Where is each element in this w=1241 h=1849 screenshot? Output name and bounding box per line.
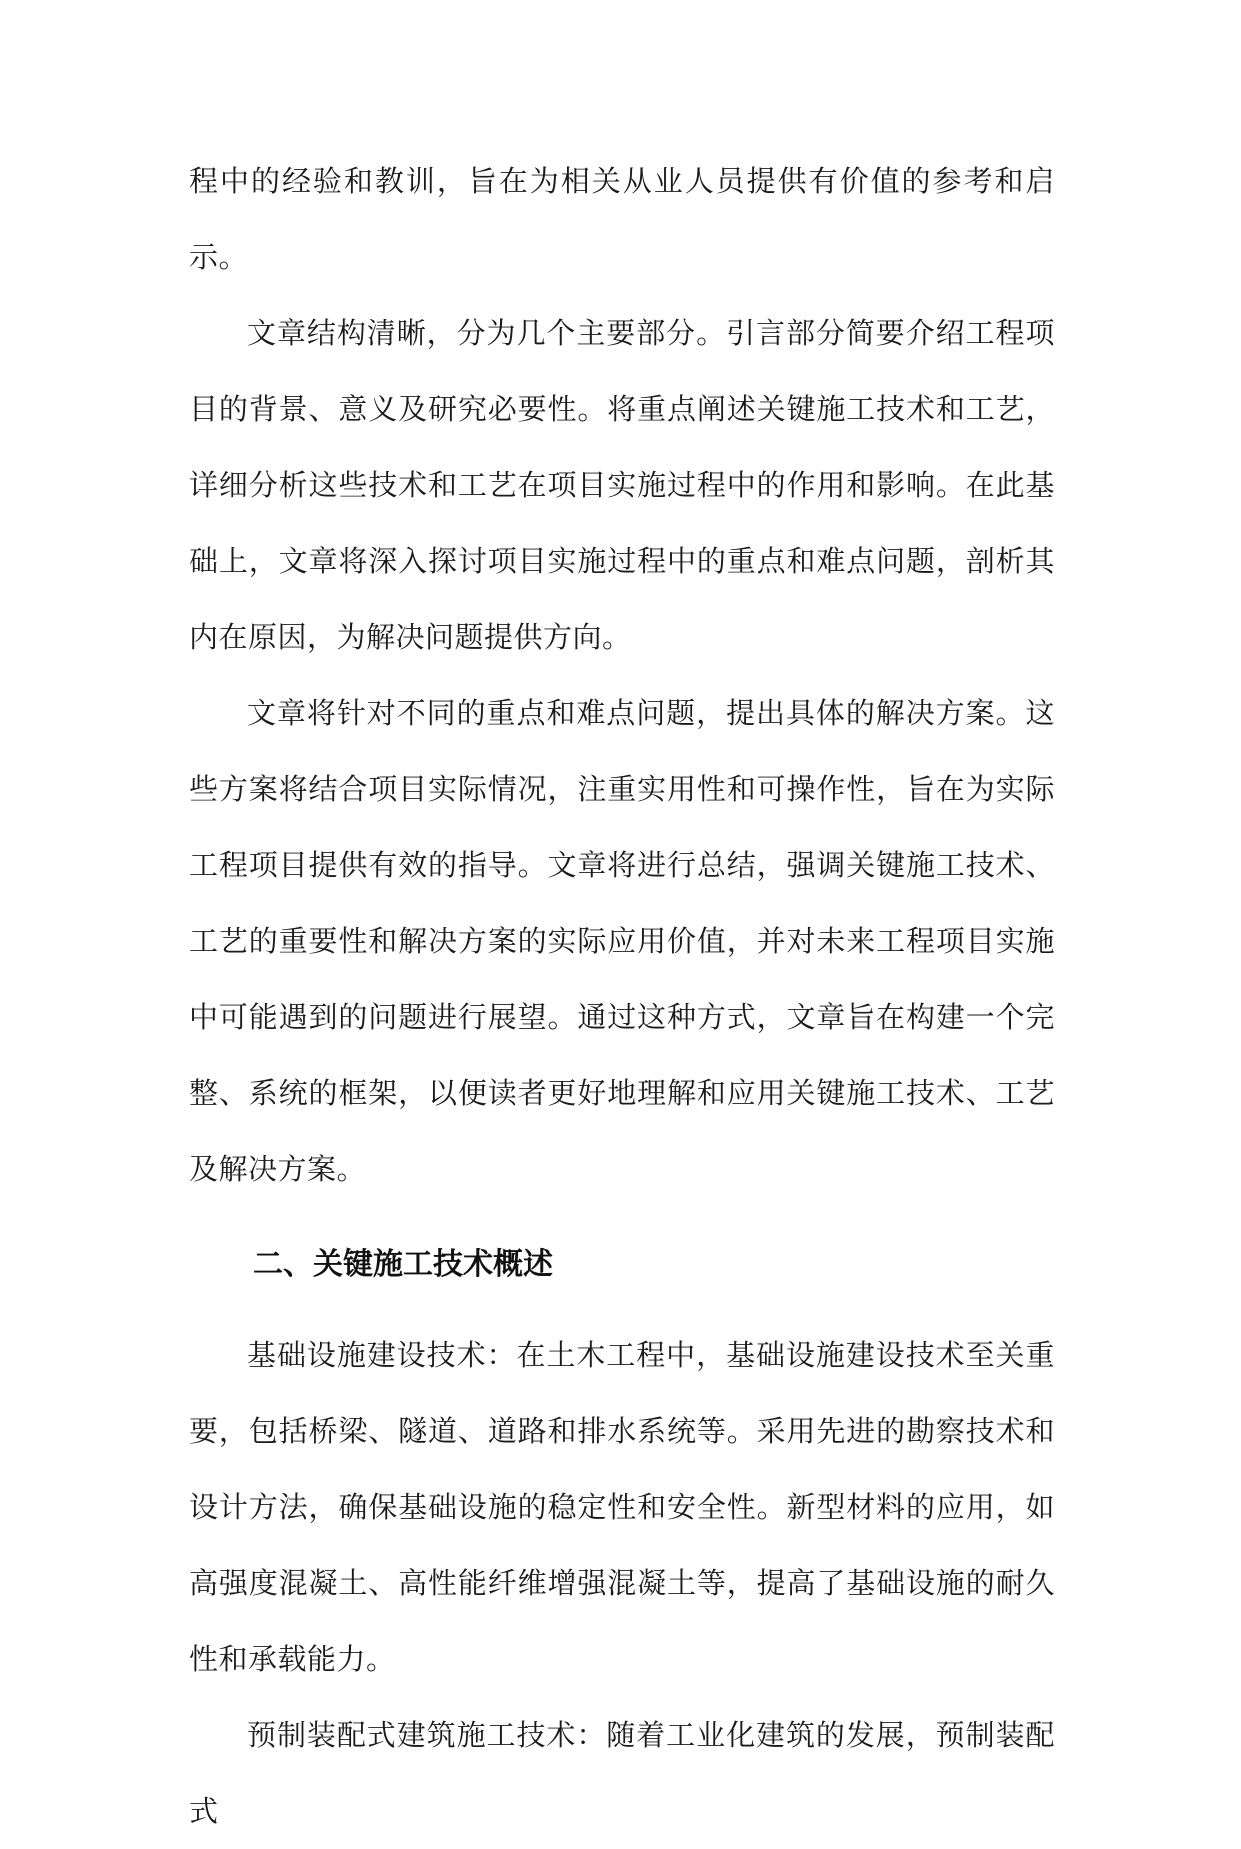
paragraph-solutions: 文章将针对不同的重点和难点问题，提出具体的解决方案。这些方案将结合项目实际情况，注重实用性和可操作性，旨在为实际工程项目提供有效的指导。文章将进行总结，强调关键施工技术、工艺的重要性和解决方案的实际应用价值，并对未来工程项目实施中可能遇到的问题进行展望。通过这种方式，文章旨在构建一个完整、系统的框架，以便读者更好地理解和应用关键施工技术、工艺及解决方案。 xyxy=(189,696,1055,1186)
section-heading: 二、关键施工技术概述 xyxy=(253,1247,553,1282)
paragraph-structure: 文章结构清晰，分为几个主要部分。引言部分简要介绍工程项目的背景、意义及研究必要性。将重点阐述关键施工技术和工艺，详细分析这些技术和工艺在项目实施过程中的作用和影响。在此基础上，文章将深入探讨项目实施过程中的重点和难点问题，剖析其内在原因，为解决问题提供方向。 xyxy=(189,316,1055,654)
paragraph-continuation: 程中的经验和教训，旨在为相关从业人员提供有价值的参考和启示。 xyxy=(189,164,1055,274)
paragraph-prefab: 预制装配式建筑施工技术：随着工业化建筑的发展，预制装配式 xyxy=(189,1718,1055,1828)
document-body xyxy=(189,143,1055,1849)
paragraph-infrastructure: 基础设施建设技术：在土木工程中，基础设施建设技术至关重要，包括桥梁、隧道、道路和排水系统等。采用先进的勘察技术和设计方法，确保基础设施的稳定性和安全性。新型材料的应用，如高强度混凝土、高性能纤维增强混凝土等，提高了基础设施的耐久性和承载能力。 xyxy=(189,1338,1055,1676)
